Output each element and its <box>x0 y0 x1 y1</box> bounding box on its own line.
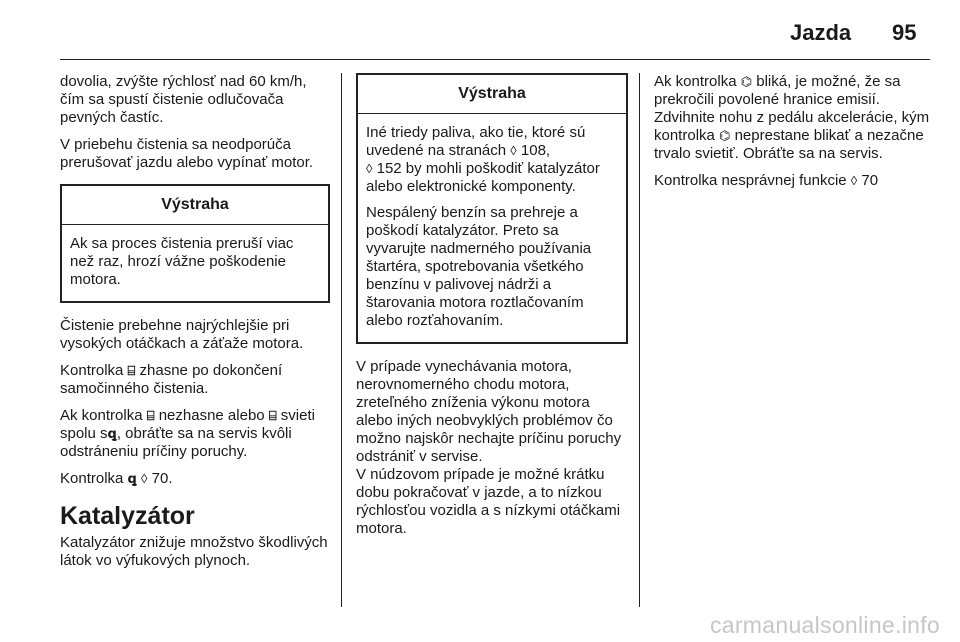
glow-plug-icon: ꝗ <box>107 426 117 441</box>
paragraph <box>654 73 934 163</box>
warning-text: Nespálený benzín sa prehreje a poškodí katalyzátor. Preto sa vyvarujte nadmerného používania štartéra, spotrebovania všetkého benzínu v palivovej nádrži a štarovania motora roztlačovaním alebo rozťahovaním. <box>366 204 592 329</box>
warning-text: Ak sa proces čistenia preruší viac než raz, hrozí vážne poškodenie motora. <box>70 235 294 288</box>
page-header <box>0 0 960 64</box>
text-run: Kontrolka nesprávnej funkcie <box>654 172 847 189</box>
text-run: Ak kontrolka <box>60 407 143 424</box>
column-divider <box>639 73 640 607</box>
column-divider <box>341 73 342 607</box>
engine-check-icon: ⌬ <box>719 128 731 143</box>
column-middle <box>356 73 628 547</box>
warning-box <box>356 73 628 344</box>
page-reference-icon: ◊ <box>850 173 858 188</box>
paragraph: Katalyzátor znižuje množstvo škodlivých látok vo výfukových plynoch. <box>60 534 328 569</box>
watermark: carmanualsonline.info <box>709 612 940 638</box>
warning-text <box>366 124 618 196</box>
text-run: Kontrolka <box>60 362 124 379</box>
paragraph: V priebehu čistenia sa neodporúča prerušovať jazdu alebo vypínať motor. <box>60 136 314 171</box>
particle-filter-icon: ⌸ <box>127 363 136 378</box>
page-reference-icon: ◊ <box>510 143 517 158</box>
page-reference: 70. <box>151 470 173 487</box>
paragraph: dovolia, zvýšte rýchlosť nad 60 km/h, čím sa spustí čistenie odlučovača pevných častíc. <box>60 73 307 126</box>
text-run: bliká, je možné, že sa prekročili povolené hranice emisií. Zdvihnite nohu z pedálu akcelerácie, kým kontrolka <box>654 73 930 144</box>
paragraph <box>60 362 330 398</box>
text-run: 152 by mohli poškodiť katalyzátor alebo elektronické komponenty. <box>366 160 600 195</box>
page-reference-icon: ◊ <box>141 471 148 486</box>
text-run: neprestane blikať a nezačne trvalo svietiť. Obráťte sa na servis. <box>654 127 924 162</box>
section-heading: Katalyzátor <box>60 502 195 530</box>
header-rule <box>60 59 930 60</box>
engine-check-icon: ⌬ <box>740 74 753 89</box>
text-run: Kontrolka <box>60 470 124 487</box>
warning-title: Výstraha <box>358 75 626 114</box>
text-run: nezhasne alebo <box>158 407 265 424</box>
paragraph <box>60 407 330 461</box>
text-run: Iné triedy paliva, ako tie, ktoré sú uvedené na stranách <box>366 124 586 159</box>
page-title: Jazda <box>790 20 852 45</box>
particle-filter-icon: ⌸ <box>268 408 277 423</box>
paragraph: Čistenie prebehne najrýchlejšie pri vysokých otáčkach a záťaže motora. <box>60 317 304 352</box>
warning-box <box>60 184 330 303</box>
particle-filter-icon: ⌸ <box>146 408 155 423</box>
text-run: zhasne po dokončení samočinného čistenia. <box>60 362 283 397</box>
page-reference-icon: ◊ <box>366 161 373 176</box>
paragraph <box>60 470 330 488</box>
paragraph: V núdzovom prípade je možné krátku dobu pokračovať v jazde, a to nízkou rýchlosťou vozidla a s nízkymi otáčkami motora. <box>356 466 621 537</box>
column-right <box>654 73 934 199</box>
paragraph <box>654 172 934 190</box>
page-reference: 70 <box>861 172 879 189</box>
page-reference: 108, <box>520 142 551 159</box>
page-number: 95 <box>892 20 917 45</box>
glow-plug-icon: ꝗ <box>127 471 137 486</box>
text-run: , obráťte sa na servis kvôli odstráneniu príčiny poruchy. <box>60 425 292 460</box>
text-run: svieti spolu s <box>60 407 315 442</box>
paragraph: V prípade vynechávania motora, nerovnomerného chodu motora, zreteľného zníženia výkonu motora alebo iných neobvyklých problémov čo možno najskôr nechajte príčinu poruchy odstrániť v servise. <box>356 358 622 465</box>
text-run: Ak kontrolka <box>654 73 737 90</box>
warning-title: Výstraha <box>62 186 328 225</box>
column-left <box>60 73 330 579</box>
